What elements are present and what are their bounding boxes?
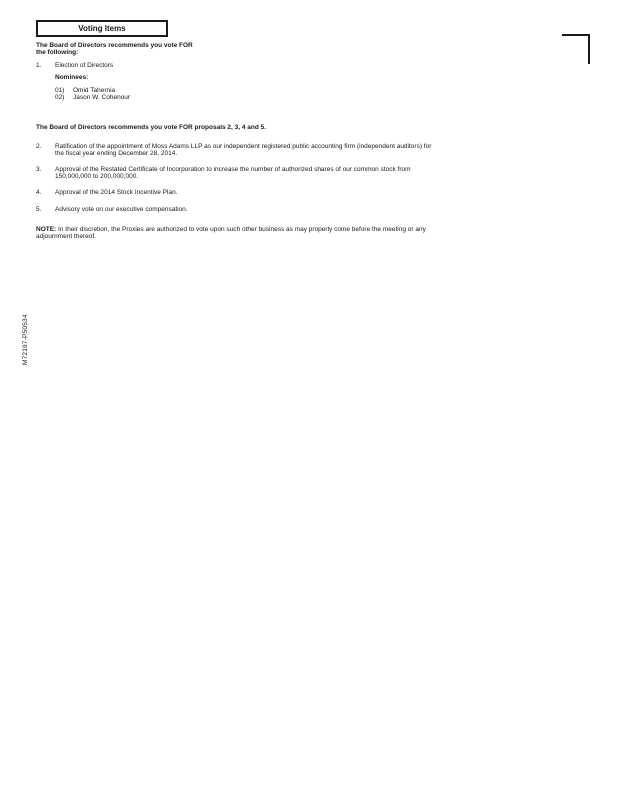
side-document-code: M72197-P50534 — [22, 314, 29, 365]
nominees-label: Nominees: — [55, 74, 89, 81]
note-line-2: adjournment thereof. — [36, 233, 96, 240]
note-line-1 — [36, 226, 457, 234]
item-5-line-1: Advisory vote on our executive compensation. — [55, 206, 188, 213]
recommendation-1-line-2: the following: — [36, 49, 79, 56]
item-4-line-1: Approval of the 2014 Stock Incentive Plan. — [55, 189, 178, 196]
nominee-1-name: Omid Tahernia — [73, 87, 116, 94]
item-2-line-2: the fiscal year ending December 28, 2014. — [55, 150, 178, 157]
item-3-line-2: 150,000,000 to 200,000,000. — [55, 173, 139, 180]
nominee-1-number: 01) — [55, 87, 65, 94]
item-3-line-1: Approval of the Restated Certificate of Incorporation to increase the number of authorized shares of our common stock from — [55, 166, 411, 173]
corner-mark-horizontal — [562, 34, 590, 36]
recommendation-2: The Board of Directors recommends you vote FOR proposals 2, 3, 4 and 5. — [36, 124, 267, 131]
item-2-line-1: Ratification of the appointment of Moss Adams LLP as our independent registered public accounting firm (independent auditors) for — [55, 143, 432, 150]
item-1-text: Election of Directors — [55, 62, 114, 69]
item-3-number: 3. — [36, 166, 42, 173]
voting-items-title: Voting Items — [36, 20, 168, 37]
nominee-2-number: 02) — [55, 94, 65, 101]
item-4-number: 4. — [36, 189, 42, 196]
note-text: In their discretion, the Proxies are authorized to vote upon such other business as may properly come before the meeting or any — [56, 226, 426, 233]
recommendation-1-line-1: The Board of Directors recommends you vote FOR — [36, 42, 193, 49]
corner-mark-vertical — [588, 34, 590, 64]
nominee-2-name: Jason W. Cohenour — [73, 94, 131, 101]
item-1-number: 1. — [36, 62, 42, 69]
item-5-number: 5. — [36, 206, 42, 213]
note-label: NOTE: — [36, 226, 57, 233]
item-2-number: 2. — [36, 143, 42, 150]
